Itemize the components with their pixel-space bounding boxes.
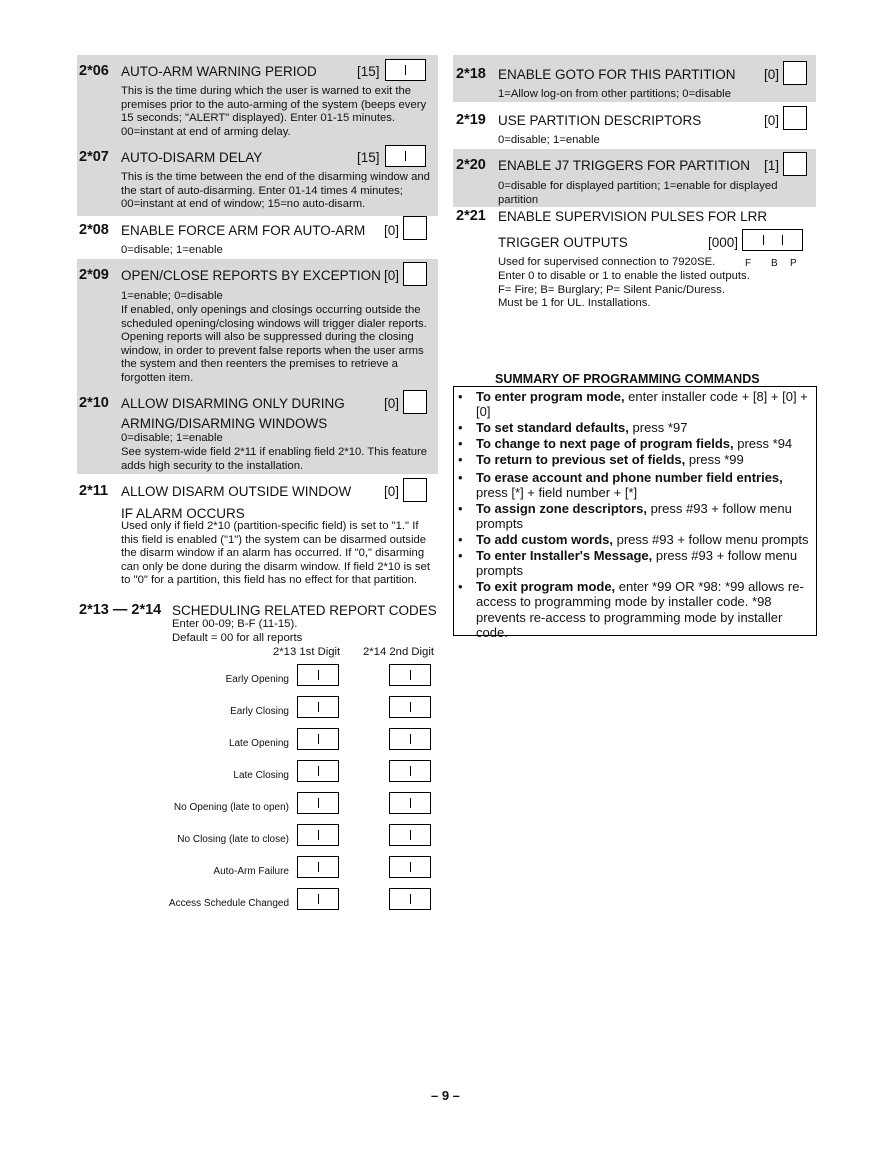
report-code-2nd-digit-box[interactable]	[389, 696, 431, 718]
field-title-2-18: ENABLE GOTO FOR THIS PARTITION	[498, 67, 736, 82]
output-label-b: B	[771, 258, 778, 269]
page-number: – 9 –	[431, 1088, 460, 1103]
field-desc-2-19: 0=disable; 1=enable	[498, 134, 600, 146]
report-row-label: No Opening (late to open)	[173, 802, 289, 813]
report-code-1st-digit-box[interactable]	[297, 728, 339, 750]
summary-item: • To enter program mode, enter installer code + [8] + [0] + [0]	[458, 389, 808, 420]
field-title-2-21: ENABLE SUPERVISION PULSES FOR LRR	[498, 209, 768, 224]
summary-item: • To return to previous set of fields, press *99	[458, 451, 744, 467]
field-desc-2-11: Used only if field 2*10 (partition-specific field) is set to "1." If this field is enabled ("1") the system can be disarmed outside the disarm window if an alarm has occurred. If "0," disarming can only be done during the disarm window. If field 2*10 is set to "0" for a partition, this field has no effect for that partition.	[121, 520, 430, 587]
entry-box-2-21[interactable]	[742, 229, 803, 251]
entry-box-2-08[interactable]	[403, 216, 427, 240]
entry-box-2-06[interactable]	[385, 59, 426, 81]
field-title-2-06: AUTO-ARM WARNING PERIOD	[121, 64, 317, 79]
field-title-2-09: OPEN/CLOSE REPORTS BY EXCEPTION	[121, 268, 381, 283]
field-default-2-20: [1]	[764, 158, 780, 173]
entry-box-2-19[interactable]	[783, 106, 807, 130]
field-default-2-21: [000]	[708, 235, 739, 250]
summary-box	[453, 386, 817, 641]
field-number-2-08: 2*08	[79, 222, 109, 238]
report-row-label: Early Opening	[225, 674, 289, 685]
report-row-label: Auto-Arm Failure	[213, 866, 289, 877]
field-number-2-09: 2*09	[79, 267, 109, 283]
field-title-2-07: AUTO-DISARM DELAY	[121, 150, 263, 165]
field-default-2-18: [0]	[764, 67, 780, 82]
field-default-2-09: [0]	[384, 268, 400, 283]
field-desc-2-21-line2: Enter 0 to disable or 1 to enable the listed outputs.	[498, 270, 750, 282]
field-desc-2-07: This is the time between the end of the disarming window and the start of auto-disarming. Enter 01-14 times 4 minutes; 00=instant at end of window; 15=no auto-disarm.	[121, 171, 430, 211]
field-desc-2-06: This is the time during which the user is warned to exit the premises prior to the auto-arming of the system (beeps every 15 seconds; "ALERT" displayed). Enter 01-15 minutes. 00=instant at end of arming delay.	[121, 85, 427, 138]
field-desc-2-09-line1: 1=enable; 0=disable	[121, 290, 223, 302]
field-number-2-07: 2*07	[79, 149, 109, 165]
field-desc-2-18: 1=Allow log-on from other partitions; 0=disable	[498, 88, 731, 100]
report-code-2nd-digit-box[interactable]	[389, 792, 431, 814]
field-title-2-11: ALLOW DISARM OUTSIDE WINDOW	[121, 484, 352, 499]
report-code-2nd-digit-box[interactable]	[389, 824, 431, 846]
field-desc-2-10: See system-wide field 2*11 if enabling field 2*10. This feature adds high security to the installation.	[121, 446, 428, 472]
report-code-1st-digit-box[interactable]	[297, 696, 339, 718]
field-number-2-20: 2*20	[456, 157, 486, 173]
entry-box-2-10[interactable]	[403, 390, 427, 414]
field-default-2-11: [0]	[384, 484, 400, 499]
field-title-2-19: USE PARTITION DESCRIPTORS	[498, 113, 702, 128]
summary-list	[454, 387, 816, 641]
field-number-2-19: 2*19	[456, 112, 486, 128]
field-default-2-10: [0]	[384, 396, 400, 411]
summary-item: • To set standard defaults, press *97	[458, 420, 688, 436]
field-title-2-08: ENABLE FORCE ARM FOR AUTO-ARM	[121, 223, 366, 238]
field-desc-2-10-line1: 0=disable; 1=enable	[121, 432, 223, 444]
field-desc-2-21-line4: Must be 1 for UL. Installations.	[498, 297, 651, 309]
field-default-2-06: [15]	[357, 64, 380, 79]
entry-box-2-07[interactable]	[385, 145, 426, 167]
report-row-label: Access Schedule Changed	[168, 898, 289, 909]
field-number-2-13-2-14: 2*13 — 2*14	[79, 602, 162, 618]
field-number-2-10: 2*10	[79, 395, 109, 411]
field-desc-2-21-line3: F= Fire; B= Burglary; P= Silent Panic/Duress.	[498, 284, 725, 296]
report-code-1st-digit-box[interactable]	[297, 792, 339, 814]
output-label-f: F	[745, 258, 752, 269]
field-desc-2-08: 0=disable; 1=enable	[121, 244, 223, 256]
field-default-2-07: [15]	[357, 150, 380, 165]
report-code-2nd-digit-box[interactable]	[389, 760, 431, 782]
report-code-1st-digit-box[interactable]	[297, 760, 339, 782]
report-row-label: Early Closing	[230, 706, 289, 717]
field-number-2-18: 2*18	[456, 66, 486, 82]
summary-item: • To assign zone descriptors, press #93 + follow menu prompts	[458, 501, 792, 532]
field-number-2-06: 2*06	[79, 63, 109, 79]
report-code-2nd-digit-box[interactable]	[389, 856, 431, 878]
summary-title: SUMMARY OF PROGRAMMING COMMANDS	[495, 372, 760, 386]
field-title-2-20: ENABLE J7 TRIGGERS FOR PARTITION	[498, 158, 751, 173]
report-code-2nd-digit-box[interactable]	[389, 728, 431, 750]
report-code-1st-digit-box[interactable]	[297, 888, 339, 910]
field-desc-2-09: If enabled, only openings and closings occurring outside the scheduled opening/closing windows will trigger dialer reports. Opening reports will also be suppressed during the closing window, in order to prevent false reports when the user arms the system and then reenters the premises to retrieve a forgotten item.	[121, 304, 427, 384]
entry-box-2-18[interactable]	[783, 61, 807, 85]
report-code-2nd-digit-box[interactable]	[389, 664, 431, 686]
report-code-1st-digit-box[interactable]	[297, 824, 339, 846]
field-title-2-13: SCHEDULING RELATED REPORT CODES	[172, 603, 437, 618]
field-desc-2-13-line2: Default = 00 for all reports	[172, 632, 303, 644]
field-desc-2-21-line1: Used for supervised connection to 7920SE.	[498, 256, 716, 268]
report-code-2nd-digit-box[interactable]	[389, 888, 431, 910]
output-label-p: P	[790, 258, 797, 269]
summary-item: • To exit program mode, enter *99 OR *98: *99 allows re-access to programming mode by installer code. *98 prevents re-access to programming mode by installer code.	[458, 578, 804, 641]
report-row-label: Late Closing	[233, 770, 289, 781]
entry-box-2-11[interactable]	[403, 478, 427, 502]
field-desc-2-20: 0=disable for displayed partition; 1=enable for displayed partition	[498, 180, 778, 206]
report-code-1st-digit-box[interactable]	[297, 856, 339, 878]
entry-box-2-09[interactable]	[403, 262, 427, 286]
summary-item: • To enter Installer's Message, press #93 + follow menu prompts	[458, 547, 798, 579]
field-title2-2-10: ARMING/DISARMING WINDOWS	[121, 416, 328, 431]
summary-item: • To add custom words, press #93 + follow menu prompts	[458, 532, 809, 548]
field-number-2-21: 2*21	[456, 208, 486, 224]
column-header-2nd-digit: 2*14 2nd Digit	[363, 646, 434, 658]
field-number-2-11: 2*11	[79, 483, 109, 499]
column-header-1st-digit: 2*13 1st Digit	[273, 646, 341, 658]
summary-item: • To change to next page of program fields, press *94	[458, 435, 793, 451]
field-title2-2-11: IF ALARM OCCURS	[121, 506, 245, 521]
field-default-2-19: [0]	[764, 113, 780, 128]
field-desc-2-13-line1: Enter 00-09; B-F (11-15).	[172, 618, 298, 630]
report-row-label: No Closing (late to close)	[177, 834, 289, 845]
field-default-2-08: [0]	[384, 223, 400, 238]
entry-box-2-20[interactable]	[783, 152, 807, 176]
field-title-2-10: ALLOW DISARMING ONLY DURING	[121, 396, 345, 411]
summary-item: • To erase account and phone number field entries, press [*] + field number + [*]	[458, 469, 783, 501]
report-row-label: Late Opening	[228, 738, 289, 749]
report-code-1st-digit-box[interactable]	[297, 664, 339, 686]
field-title2-2-21: TRIGGER OUTPUTS	[498, 235, 628, 250]
